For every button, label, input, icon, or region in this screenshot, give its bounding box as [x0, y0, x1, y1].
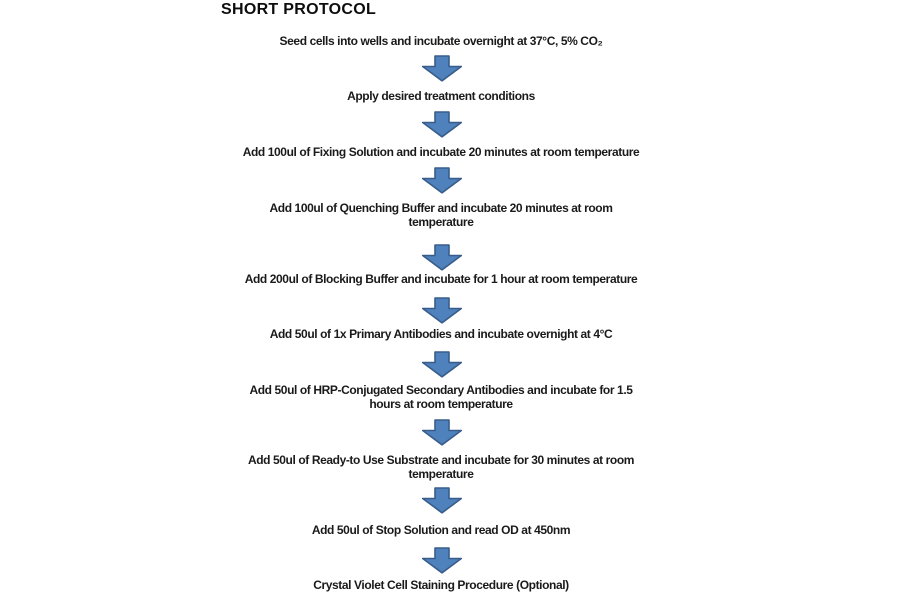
down-arrow-icon [421, 419, 463, 446]
down-arrow-icon [421, 547, 463, 574]
page-title: SHORT PROTOCOL [221, 1, 377, 18]
step-1-text: Seed cells into wells and incubate overnight at 37°C, 5% CO₂ [279, 34, 603, 48]
step-4-text: Add 100ul of Quenching Buffer and incubate 20 minutes at room temperature [269, 201, 613, 229]
step-10-text: Crystal Violet Cell Staining Procedure (Optional) [313, 578, 569, 592]
step-2-text: Apply desired treatment conditions [347, 89, 535, 103]
down-arrow-icon [421, 167, 463, 194]
step-5-text: Add 200ul of Blocking Buffer and incubate for 1 hour at room temperature [244, 272, 638, 286]
down-arrow-icon [421, 55, 463, 82]
down-arrow-icon [421, 487, 463, 514]
down-arrow-icon [421, 244, 463, 271]
step-9-text: Add 50ul of Stop Solution and read OD at 450nm [311, 523, 571, 537]
down-arrow-icon [421, 297, 463, 324]
step-3-text: Add 100ul of Fixing Solution and incubate 20 minutes at room temperature [242, 145, 640, 159]
step-7-text: Add 50ul of HRP-Conjugated Secondary Antibodies and incubate for 1.5 hours at room temperature [249, 383, 633, 411]
step-8-text: Add 50ul of Ready-to Use Substrate and incubate for 30 minutes at room temperature [247, 453, 635, 481]
down-arrow-icon [421, 111, 463, 138]
down-arrow-icon [421, 351, 463, 378]
step-6-text: Add 50ul of 1x Primary Antibodies and incubate overnight at 4°C [269, 327, 613, 341]
